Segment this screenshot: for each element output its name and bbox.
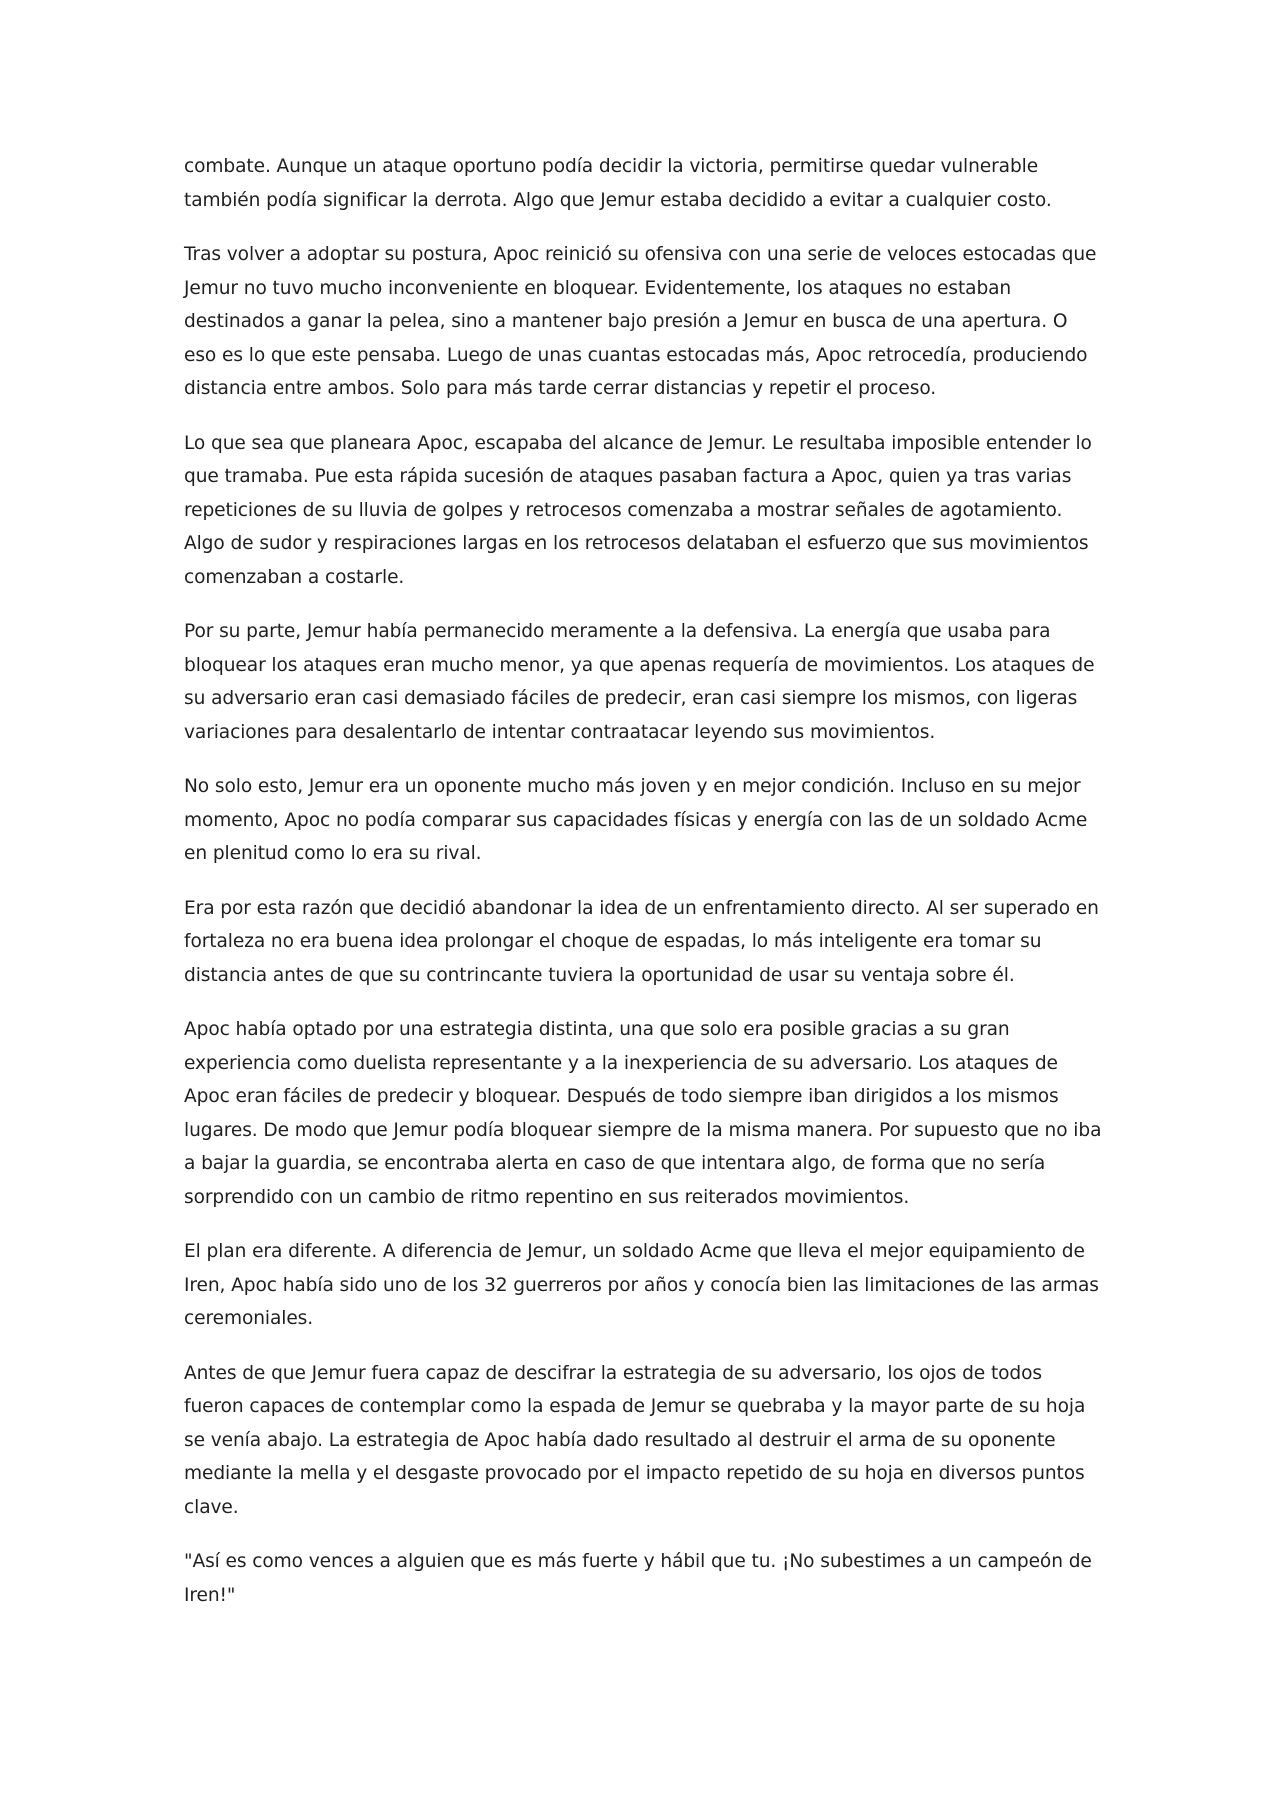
paragraph: Tras volver a adoptar su postura, Apoc reinició su ofensiva con una serie de veloces estocadas que Jemur no tuvo mucho inconveniente en bloquear. Evidentemente, los ataques no estaban destinados a ganar la pelea, sino a mantener bajo presión a Jemur en busca de una apertura. O eso es lo que este pensaba. Luego de unas cuantas estocadas más, Apoc retrocedía, produciendo distancia entre ambos. Solo para más tarde cerrar distancias y repetir el proceso. [184, 244, 1097, 399]
paragraph: combate. Aunque un ataque oportuno podía decidir la victoria, permitirse quedar vulnerable también podía significar la derrota. Algo que Jemur estaba decidido a evitar a cualquier costo. [184, 156, 1052, 211]
paragraph: "Así es como vences a alguien que es más fuerte y hábil que tu. ¡No subestimes a un campeón de Iren!" [184, 1551, 1092, 1606]
paragraph: Lo que sea que planeara Apoc, escapaba del alcance de Jemur. Le resultaba imposible entender lo que tramaba. Pue esta rápida sucesión de ataques pasaban factura a Apoc, quien ya tras varias repeticiones de su lluvia de golpes y retrocesos comenzaba a mostrar señales de agotamiento. Algo de sudor y respiraciones largas en los retrocesos delataban el esfuerzo que sus movimientos comenzaban a costarle. [184, 432, 1092, 588]
paragraph: No solo esto, Jemur era un oponente mucho más joven y en mejor condición. Incluso en su mejor momento, Apoc no podía comparar sus capacidades físicas y energía con las de un soldado Acme en plenitud como lo era su rival. [184, 776, 1088, 864]
paragraph: Era por esta razón que decidió abandonar la idea de un enfrentamiento directo. Al ser superado en fortaleza no era buena idea prolongar el choque de espadas, lo más inteligente era tomar su distancia antes de que su contrincante tuviera la oportunidad de usar su ventaja sobre él. [184, 897, 1099, 986]
paragraph: Apoc había optado por una estrategia distinta, una que solo era posible gracias a su gran experiencia como duelista representante y a la inexperiencia de su adversario. Los ataques de Apoc eran fáciles de predecir y bloquear. Después de todo siempre iban dirigidos a los mismos lugares. De modo que Jemur podía bloquear siempre de la misma manera. Por supuesto que no iba a bajar la guardia, se encontraba alerta en caso de que intentara algo, de forma que no sería sorprendido con un cambio de ritmo repentino en sus reiterados movimientos. [184, 1019, 1102, 1208]
paragraph: El plan era diferente. A diferencia de Jemur, un soldado Acme que lleva el mejor equipamiento de Iren, Apoc había sido uno de los 32 guerreros por años y conocía bien las limitaciones de las armas ceremoniales. [184, 1241, 1099, 1329]
paragraph: Por su parte, Jemur había permanecido meramente a la defensiva. La energía que usaba para bloquear los ataques eran mucho menor, ya que apenas requería de movimientos. Los ataques de su adversario eran casi demasiado fáciles de predecir, eran casi siempre los mismos, con ligeras variaciones para desalentarlo de intentar contraatacar leyendo sus movimientos. [184, 621, 1095, 743]
document-page [184, 150, 1104, 1633]
paragraph: Antes de que Jemur fuera capaz de descifrar la estrategia de su adversario, los ojos de todos fueron capaces de contemplar como la espada de Jemur se quebraba y la mayor parte de su hoja se venía abajo. La estrategia de Apoc había dado resultado al destruir el arma de su oponente mediante la mella y el desgaste provocado por el impacto repetido de su hoja en diversos puntos clave. [184, 1362, 1086, 1518]
